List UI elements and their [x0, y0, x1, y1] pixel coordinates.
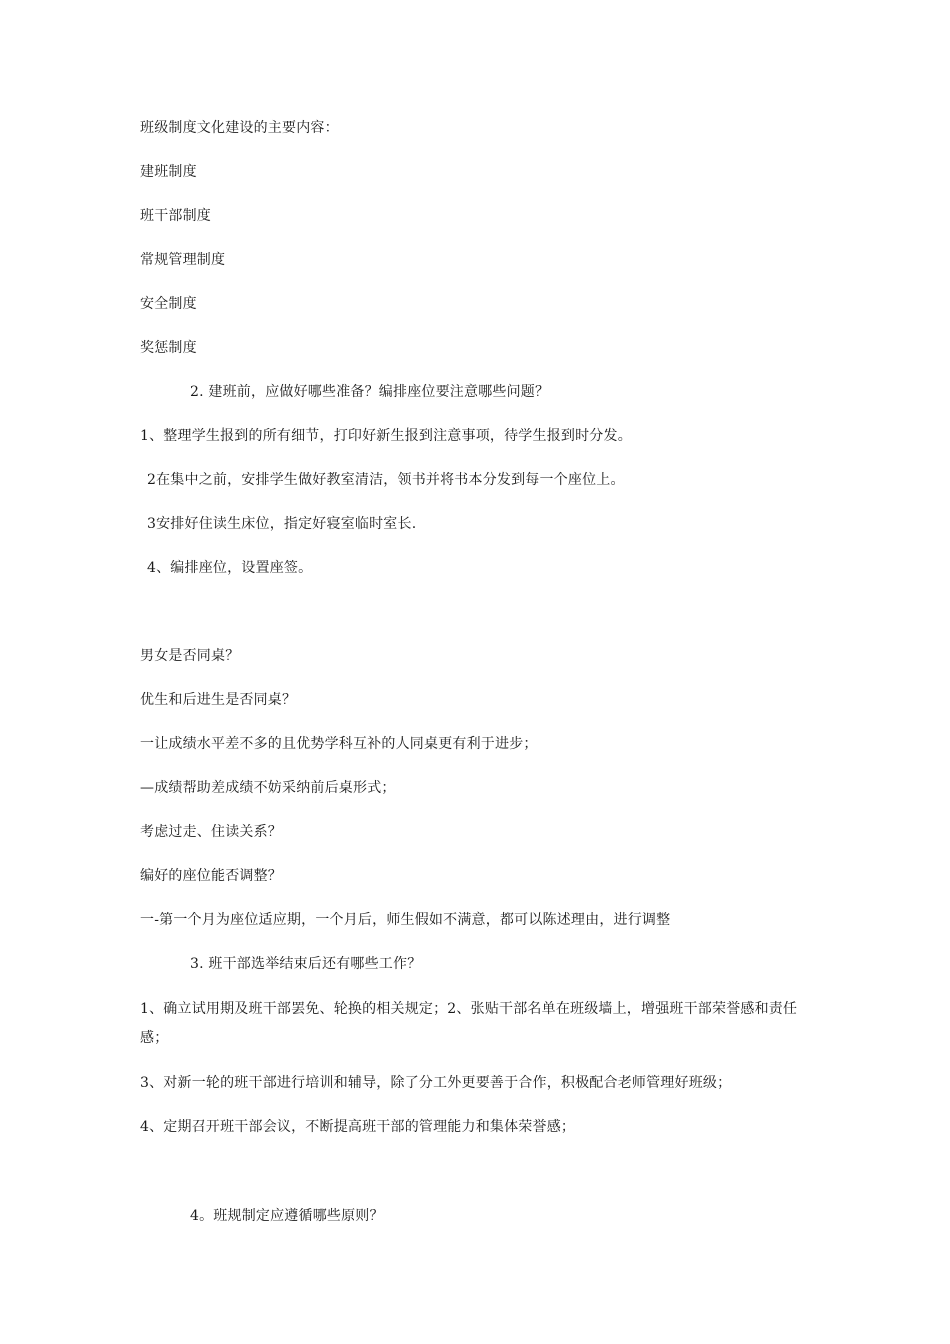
answer-paragraph-1: 1、整理学生报到的所有细节，打印好新生报到注意事项，待学生报到时分发。 — [140, 428, 632, 444]
question-heading-2: 2. 建班前，应做好哪些准备？编排座位要注意哪些问题？ — [190, 384, 550, 400]
list-item-safety-system: 安全制度 — [140, 296, 197, 312]
answer-paragraph-4: 4、编排座位，设置座签。 — [147, 560, 313, 576]
section-heading-class-system-culture: 班级制度文化建设的主要内容： — [140, 120, 339, 136]
list-item-class-cadre-system: 班干部制度 — [140, 208, 211, 224]
seating-answer-adjust: 一-第一个月为座位适应期，一个月后，师生假如不满意，都可以陈述理由，进行调整 — [140, 912, 671, 928]
seating-answer-complementary: 一让成绩水平差不多的且优势学科互补的人同桌更有利于进步； — [140, 736, 538, 752]
list-item-routine-management-system: 常规管理制度 — [140, 252, 226, 268]
seating-answer-front-back: —成绩帮助差成绩不妨采纳前后桌形式； — [140, 780, 396, 796]
cadre-answer-1-2: 1、确立试用期及班干部罢免、轮换的相关规定；2、张贴干部名单在班级墙上，增强班干部荣誉感和责任感； — [140, 1001, 798, 1046]
cadre-answer-4: 4、定期召开班干部会议，不断提高班干部的管理能力和集体荣誉感； — [140, 1119, 576, 1135]
list-item-class-building-system: 建班制度 — [140, 164, 197, 180]
seating-question-adjust: 编好的座位能否调整？ — [140, 868, 282, 884]
seating-question-ability: 优生和后进生是否同桌？ — [140, 692, 297, 708]
cadre-answer-3: 3、对新一轮的班干部进行培训和辅导，除了分工外更要善于合作，积极配合老师管理好班级； — [140, 1075, 732, 1091]
question-heading-4: 4。班规制定应遵循哪些原则？ — [190, 1208, 384, 1224]
answer-paragraph-3: 3安排好住读生床位，指定好寝室临时室长. — [147, 516, 417, 532]
question-heading-3: 3. 班干部选举结束后还有哪些工作？ — [190, 956, 422, 972]
seating-question-boarding: 考虑过走、住读关系？ — [140, 824, 282, 840]
list-item-reward-punishment-system: 奖惩制度 — [140, 340, 197, 356]
answer-paragraph-2: 2在集中之前，安排学生做好教室清洁，领书并将书本分发到每一个座位上。 — [147, 472, 625, 488]
seating-question-gender: 男女是否同桌？ — [140, 648, 240, 664]
